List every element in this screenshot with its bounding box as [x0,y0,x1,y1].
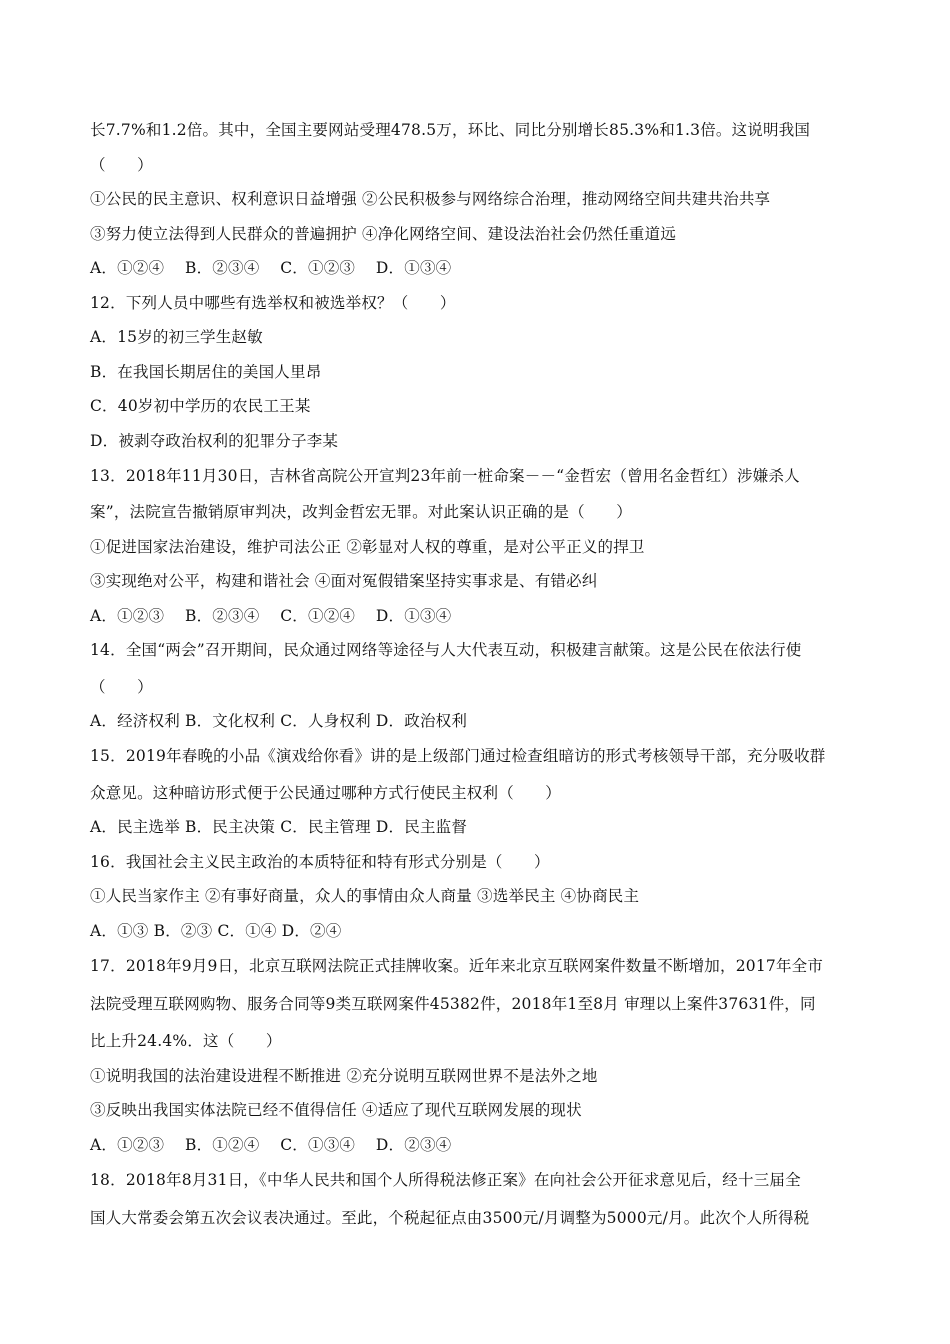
q13-stem-line-2: 案”，法院宣告撤销原审判决，改判金哲宏无罪。对此案认识正确的是（ ） [90,503,632,521]
q12-option-a: A．15岁的初三学生赵敏 [90,328,263,346]
q12-option-b: B．在我国长期居住的美国人里昂 [90,363,322,381]
q16-statements: ①人民当家作主 ②有事好商量，众人的事情由众人商量 ③选举民主 ④协商民主 [90,887,640,905]
q11-text-line-2: 长7.7%和1.2倍。其中，全国主要网站受理478.5万，环比、同比分别增长85.3%和1.3倍。这说明我国 [90,121,811,139]
q12-option-d: D．被剥夺政治权利的犯罪分子李某 [90,432,339,450]
q17-statements-3-4: ③反映出我国实体法院已经不值得信任 ④适应了现代互联网发展的现状 [90,1101,582,1119]
q13-options: A．①②③ B．②③④ C．①②④ D．①③④ [90,607,452,625]
q17-statements-1-2: ①说明我国的法治建设进程不断推进 ②充分说明互联网世界不是法外之地 [90,1067,598,1085]
q14-stem: 14．全国“两会”召开期间，民众通过网络等途径与人大代表互动，积极建言献策。这是公民在依法行使 [90,641,802,659]
q17-stem-line-1: 17．2018年9月9日，北京互联网法院正式挂牌收案。近年来北京互联网案件数量不断增加，2017年全市 [90,957,824,975]
q14-answer-bracket: （ ） [90,678,153,696]
q11-options: A．①②④ B．②③④ C．①②③ D．①③④ [90,259,452,277]
q17-stem-line-2: 法院受理互联网购物、服务合同等9类互联网案件45382件，2018年1至8月 审理以上案件37631件，同 [90,995,816,1013]
q11-statements-3-4: ③努力使立法得到人民群众的普遍拥护 ④净化网络空间、建设法治社会仍然任重道远 [90,225,677,243]
q15-stem-line-1: 15．2019年春晚的小品《演戏给你看》讲的是上级部门通过检查组暗访的形式考核领导干部，充分吸收群 [90,747,826,765]
q16-options: A．①③ B．②③ C．①④ D．②④ [90,922,342,940]
q12-stem: 12．下列人员中哪些有选举权和被选举权？（ ） [90,294,456,312]
q13-statements-3-4: ③实现绝对公平，构建和谐社会 ④面对冤假错案坚持实事求是、有错必纠 [90,572,598,590]
q15-options: A．民主选举 B．民主决策 C．民主管理 D．民主监督 [90,818,468,836]
q13-stem-line-1: 13．2018年11月30日，吉林省高院公开宣判23年前一桩命案－－“金哲宏（曾用名金哲红）涉嫌杀人 [90,467,800,485]
q13-statements-1-2: ①促进国家法治建设，维护司法公正 ②彰显对人权的尊重，是对公平正义的捍卫 [90,538,645,556]
q11-statements-1-2: ①公民的民主意识、权利意识日益增强 ②公民积极参与网络综合治理，推动网络空间共建共治共享 [90,190,771,208]
q15-stem-line-2: 众意见。这种暗访形式便于公民通过哪种方式行使民主权利（ ） [90,784,562,802]
q18-stem-line-2: 国人大常委会第五次会议表决通过。至此，个税起征点由3500元/月调整为5000元/月。此次个人所得税 [90,1209,810,1227]
q14-options: A．经济权利 B．文化权利 C．人身权利 D．政治权利 [90,712,468,730]
q12-option-c: C．40岁初中学历的农民工王某 [90,397,311,415]
q18-stem-line-1: 18．2018年8月31日，《中华人民共和国个人所得税法修正案》在向社会公开征求意见后，经十三届全 [90,1171,801,1189]
q11-answer-bracket: （ ） [90,156,153,174]
q16-stem: 16．我国社会主义民主政治的本质特征和特有形式分别是（ ） [90,853,550,871]
q17-stem-line-3: 比上升24.4%．这（ ） [90,1032,282,1050]
q17-options: A．①②③ B．①②④ C．①③④ D．②③④ [90,1136,452,1154]
